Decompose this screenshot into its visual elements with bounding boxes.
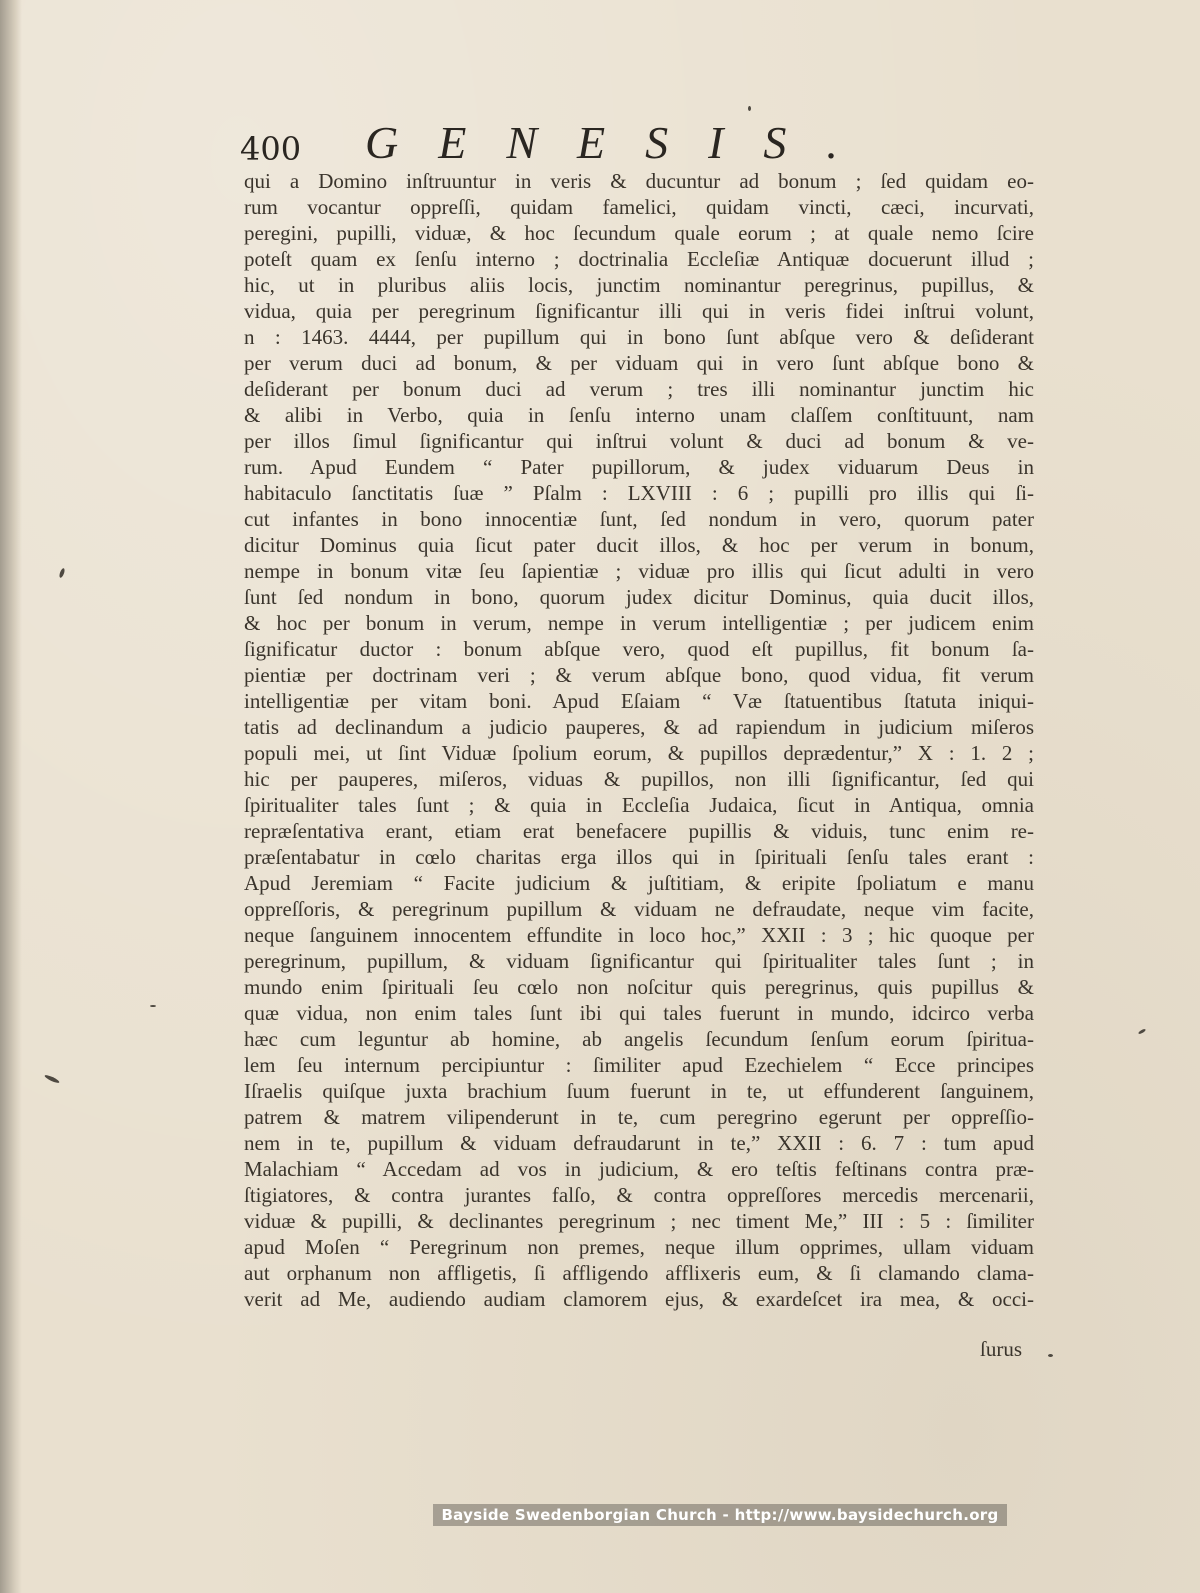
body-text [244, 168, 1034, 1312]
text-line: ſignificatur ductor : bonum abſque vero, quod eſt pupillus, fit bonum ſa- [244, 637, 1034, 661]
paper-speck [150, 1005, 156, 1007]
paper-speck [748, 106, 751, 111]
catchword: ſurus [980, 1337, 1022, 1361]
text-line: verit ad Me, audiendo audiam clamorem ejus, & exardeſcet ira mea, & occi- [244, 1287, 1034, 1311]
text-line: & hoc per bonum in verum, nempe in verum intelligentiæ ; per judicem enim [244, 611, 1034, 635]
text-line: Iſraelis quiſque juxta brachium ſuum fuerunt in te, ut effunderent ſanguinem, [244, 1079, 1034, 1103]
running-head [240, 116, 880, 176]
text-line: vidua, quia per peregrinum ſignificantur illi qui in veris fidei inſtrui volunt, [244, 299, 1034, 323]
text-line: Apud Jeremiam “ Facite judicium & juſtitiam, & eripite ſpoliatum e manu [244, 871, 1034, 895]
text-line: ſtigiatores, & contra jurantes falſo, & contra oppreſſores mercedis mercenarii, [244, 1183, 1034, 1207]
paper-speck [1048, 1354, 1053, 1357]
text-line: poteſt quam ex ſenſu interno ; doctrinalia Eccleſiæ Antiquæ docuerunt illud ; [244, 247, 1034, 271]
text-line: apud Moſen “ Peregrinum non premes, neque illum opprimes, ullam viduam [244, 1235, 1034, 1259]
paper-speck [44, 1074, 60, 1084]
text-line: hic per pauperes, miſeros, viduas & pupillos, non illi ſignificantur, ſed qui [244, 767, 1034, 791]
watermark-text: Bayside Swedenborgian Church - http://www.baysidechurch.org [433, 1504, 1006, 1526]
text-line: dicitur Dominus quia ſicut pater ducit illos, & hoc per verum in bonum, [244, 533, 1034, 557]
text-line: lem ſeu internum percipiuntur : ſimiliter apud Ezechielem “ Ecce principes [244, 1053, 1034, 1077]
watermark [0, 1504, 1200, 1530]
text-line: cut infantes in bono innocentiæ ſunt, ſed nondum in vero, quorum pater [244, 507, 1034, 531]
page-edge-shadow [0, 0, 22, 1593]
text-line: peregini, pupilli, viduæ, & hoc ſecundum quale eorum ; at quale nemo ſcire [244, 221, 1034, 245]
text-line: peregrinum, pupillum, & viduam ſignificantur qui ſpiritualiter tales ſunt ; in [244, 949, 1034, 973]
text-line: per verum duci ad bonum, & per viduam qui in vero ſunt abſque bono & [244, 351, 1034, 375]
text-line: quæ vidua, non enim tales ſunt ibi qui tales fuerunt in mundo, idcirco verba [244, 1001, 1034, 1025]
text-line: oppreſſoris, & peregrinum pupillum & viduam ne defraudate, neque vim facite, [244, 897, 1034, 921]
page-number: 400 [240, 130, 302, 168]
text-line: mundo enim ſpirituali ſeu cœlo non noſcitur quis peregrinus, quis pupillus & [244, 975, 1034, 999]
text-line: populi mei, ut ſint Viduæ ſpolium eorum, & pupillos deprædentur,” X : 1. 2 ; [244, 741, 1034, 765]
text-line: tatis ad declinandum a judicio pauperes, & ad rapiendum in judicium miſeros [244, 715, 1034, 739]
text-line: rum vocantur oppreſſi, quidam famelici, quidam vincti, cæci, incurvati, [244, 195, 1034, 219]
text-line: per illos ſimul ſignificantur qui inſtrui volunt & duci ad bonum & ve- [244, 429, 1034, 453]
text-line: hæc cum leguntur ab homine, ab angelis ſecundum ſenſum eorum ſpiritua- [244, 1027, 1034, 1051]
text-line: aut orphanum non affligetis, ſi affligendo afflixeris eum, & ſi clamando clama- [244, 1261, 1034, 1285]
text-line: patrem & matrem vilipenderunt in te, cum peregrino egerunt per oppreſſio- [244, 1105, 1034, 1129]
text-line: ſunt ſed nondum in bono, quorum judex dicitur Dominus, quia ducit illos, [244, 585, 1034, 609]
text-line: & alibi in Verbo, quia in ſenſu interno unam claſſem conſtituunt, nam [244, 403, 1034, 427]
text-line: intelligentiæ per vitam boni. Apud Eſaiam “ Væ ſtatuentibus ſtatuta iniqui- [244, 689, 1034, 713]
text-line: nem in te, pupillum & viduam defraudarunt in te,” XXII : 6. 7 : tum apud [244, 1131, 1034, 1155]
text-line: pientiæ per doctrinam veri ; & verum abſque bono, quod vidua, fit verum [244, 663, 1034, 687]
text-line: repræſentativa erant, etiam erat benefacere pupillis & viduis, tunc enim re- [244, 819, 1034, 843]
text-line: habitaculo ſanctitatis ſuæ ” Pſalm : LXVIII : 6 ; pupilli pro illis qui ſi- [244, 481, 1034, 505]
text-line: neque ſanguinem innocentem effundite in loco hoc,” XXII : 3 ; hic quoque per [244, 923, 1034, 947]
text-line: nempe in bonum vitæ ſeu ſapientiæ ; viduæ pro illis qui ſicut adulti in vero [244, 559, 1034, 583]
text-line: rum. Apud Eundem “ Pater pupillorum, & judex viduarum Deus in [244, 455, 1034, 479]
text-line: ſpiritualiter tales ſunt ; & quia in Eccleſia Judaica, ſicut in Antiqua, omnia [244, 793, 1034, 817]
text-line: qui a Domino inſtruuntur in veris & ducuntur ad bonum ; ſed quidam eo- [244, 169, 1034, 193]
text-line: hic, ut in pluribus aliis locis, junctim nominantur peregrinus, pupillus, & [244, 273, 1034, 297]
paper-speck [58, 568, 65, 579]
text-line: n : 1463. 4444, per pupillum qui in bono ſunt abſque vero & deſiderant [244, 325, 1034, 349]
text-line: Malachiam “ Accedam ad vos in judicium, & ero teſtis feſtinans contra præ- [244, 1157, 1034, 1181]
text-line: deſiderant per bonum duci ad verum ; tres illi nominantur junctim hic [244, 377, 1034, 401]
page-title: GENESIS. [365, 117, 878, 168]
paper-speck [1138, 1028, 1146, 1035]
text-line: viduæ & pupilli, & declinantes peregrinum ; nec timent Me,” III : 5 : ſimiliter [244, 1209, 1034, 1233]
text-line: præſentabatur in cœlo charitas erga illos qui in ſpirituali ſenſu tales erant : [244, 845, 1034, 869]
